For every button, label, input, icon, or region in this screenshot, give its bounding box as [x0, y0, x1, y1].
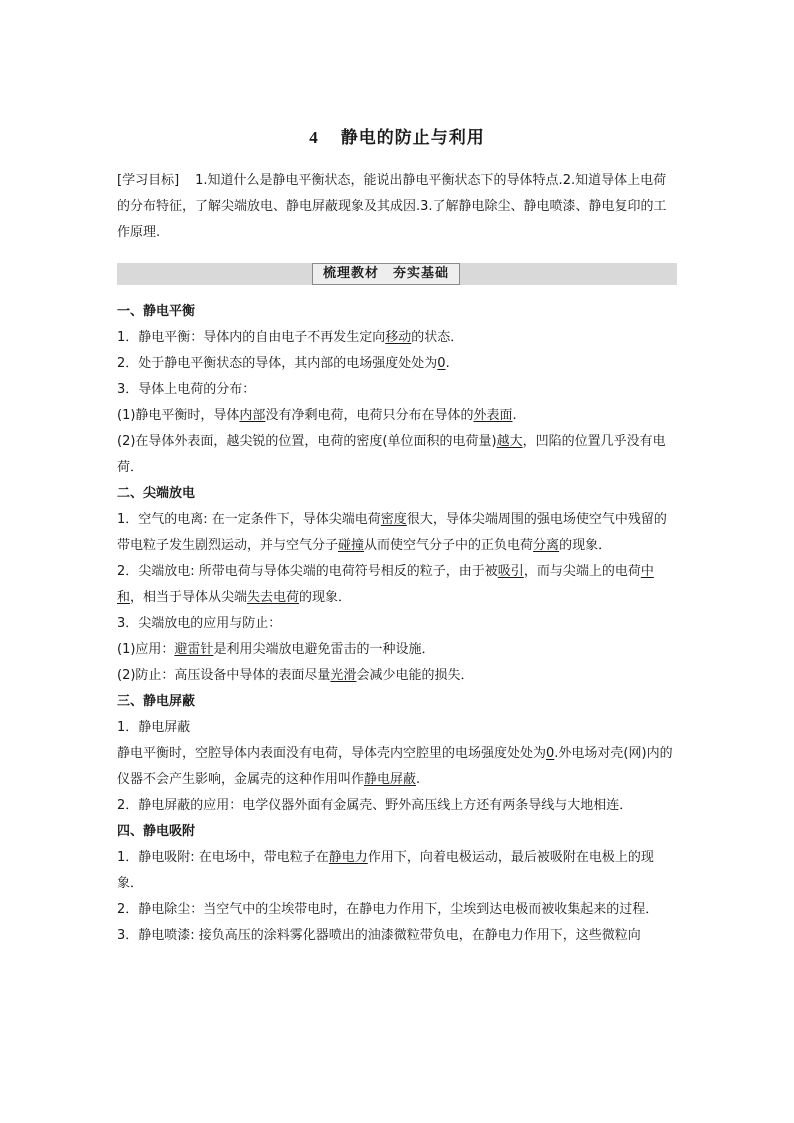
title-text: 静电的防止与利用: [340, 128, 485, 148]
paragraph: 1．静电屏蔽: [117, 720, 191, 735]
paragraph: 3．静电喷漆: 接负高压的涂料雾化器喷出的油漆微粒带负电，在静电力作用下，这些微粒向: [117, 928, 641, 943]
paragraph: 2．尖端放电: 所带电荷与导体尖端的电荷符号相反的粒子，由于被吸引，而与尖端上的电荷中和，相当于导体从尖端失去电荷的现象．: [117, 564, 654, 605]
paragraph: (2)在导体外表面，越尖锐的位置，电荷的密度(单位面积的电荷量)越大，凹陷的位置几乎没有电荷．: [117, 434, 666, 475]
banner-right: 夯实基础: [393, 266, 450, 281]
paragraph: 1．空气的电离: 在一定条件下，导体尖端电荷密度很大，导体尖端周围的强电场使空气中残留的带电粒子发生剧烈运动，并与空气分子碰撞从而使空气分子中的正负电荷分离的现象．: [117, 512, 667, 553]
banner-box: [312, 263, 460, 285]
heading-static-balance: 一、静电平衡: [117, 304, 196, 319]
section-banner: [117, 263, 677, 285]
heading-shielding: 三、静电屏蔽: [117, 694, 196, 709]
paragraph: 静电平衡时，空腔导体内表面没有电荷，导体壳内空腔里的电场强度处处为0.外电场对壳(网)内的仪器不会产生影响，金属壳的这种作用叫作静电屏蔽.: [117, 746, 673, 787]
heading-adsorption: 四、静电吸附: [117, 824, 196, 839]
paragraph: 2．静电除尘：当空气中的尘埃带电时，在静电力作用下，尘埃到达电极而被收集起来的过程．: [117, 902, 659, 917]
paragraph: 3．尖端放电的应用与防止：: [117, 616, 282, 631]
goals-label: [学习目标]: [117, 173, 180, 188]
heading-point-discharge: 二、尖端放电: [117, 486, 196, 501]
section-number: 4: [309, 128, 319, 147]
paragraph: 1．静电吸附: 在电场中，带电粒子在静电力作用下，向着电极运动，最后被吸附在电极上的现象．: [117, 850, 654, 891]
main-content: [117, 299, 677, 949]
paragraph: 3．导体上电荷的分布：: [117, 382, 256, 397]
paragraph: 1．静电平衡：导体内的自由电子不再发生定向移动的状态．: [117, 330, 464, 345]
paragraph: (1)静电平衡时，导体内部没有净剩电荷，电荷只分布在导体的外表面.: [117, 408, 517, 423]
paragraph: 2．静电屏蔽的应用：电学仪器外面有金属壳、野外高压线上方还有两条导线与大地相连．: [117, 798, 633, 813]
goals-text: 1.知道什么是静电平衡状态，能说出静电平衡状态下的导体特点.2.知道导体上电荷的分布特征，了解尖端放电、静电屏蔽现象及其成因.3.了解静电除尘、静电喷漆、静电复印的工作原理.: [117, 173, 667, 240]
banner-left: 梳理教材: [323, 266, 380, 281]
paragraph: (2)防止：高压设备中导体的表面尽量光滑会减少电能的损失．: [117, 668, 474, 683]
paragraph: (1)应用：避雷针是利用尖端放电避免雷击的一种设施．: [117, 642, 435, 657]
paragraph: 2．处于静电平衡状态的导体，其内部的电场强度处处为0.: [117, 356, 450, 371]
learning-goals: [117, 168, 677, 246]
page-title: [117, 123, 677, 148]
